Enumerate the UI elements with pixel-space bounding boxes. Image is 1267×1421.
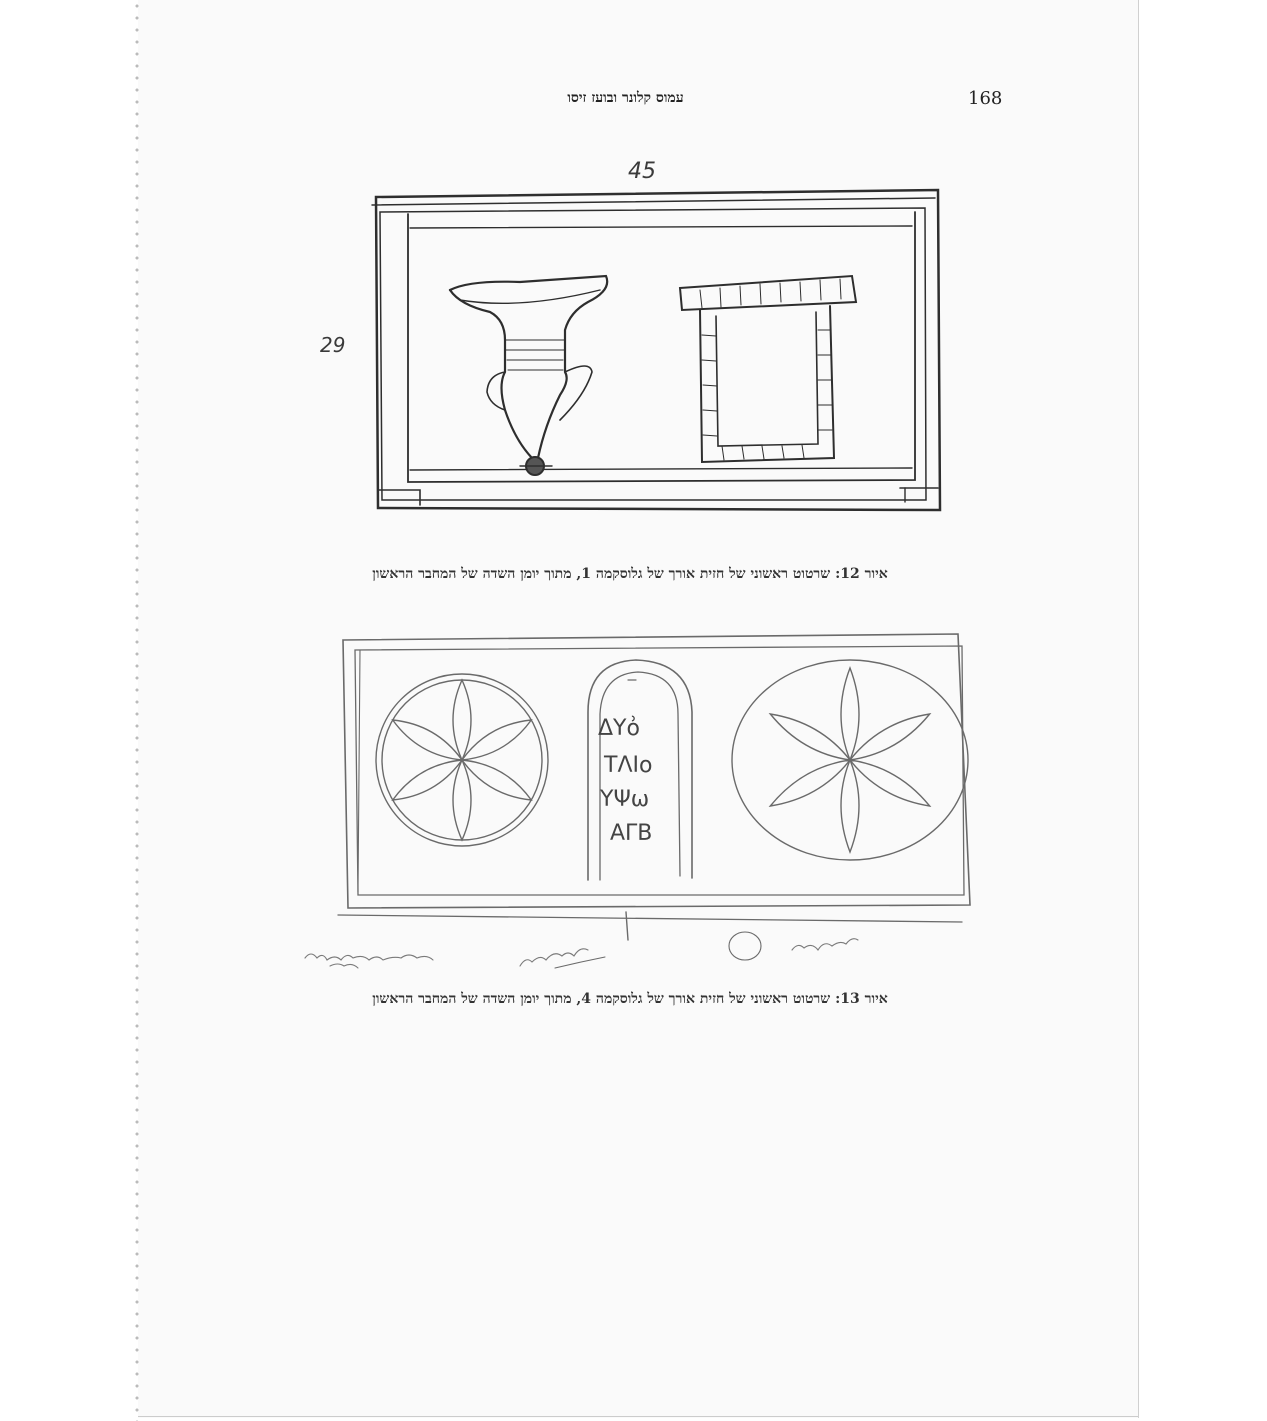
inscription-line-4: ΑΓΒ [610,821,653,846]
figure-12-caption: איור 12: שרטוט ראשוני של חזית אורך של גלוסקמה 1, מתוך יומן השדה של המחבר הראשון [372,566,888,582]
height-dimension-label: 29 [320,333,346,357]
page-number: 168 [968,88,1003,109]
inscription-line-3: ΥΨω [600,787,650,812]
width-dimension-label: 45 [628,159,656,184]
figure-13-sketch [338,634,970,968]
right-rosette-drawing [732,660,968,860]
handwritten-notes-scribble [305,939,858,968]
left-rosette-drawing [376,674,548,846]
figure-12-sketch [372,190,940,510]
figure-13-caption: איור 13: שרטוט ראשוני של חזית אורך של גלוסקמה 4, מתוך יומן השדה של המחבר הראשון [372,991,888,1007]
running-header: עמוס קלונר ובועז זיסו [567,90,684,106]
inscription-line-2: ΤΛΙο [604,753,653,778]
inscription-line-1: ΔΥο͗ [598,716,640,741]
